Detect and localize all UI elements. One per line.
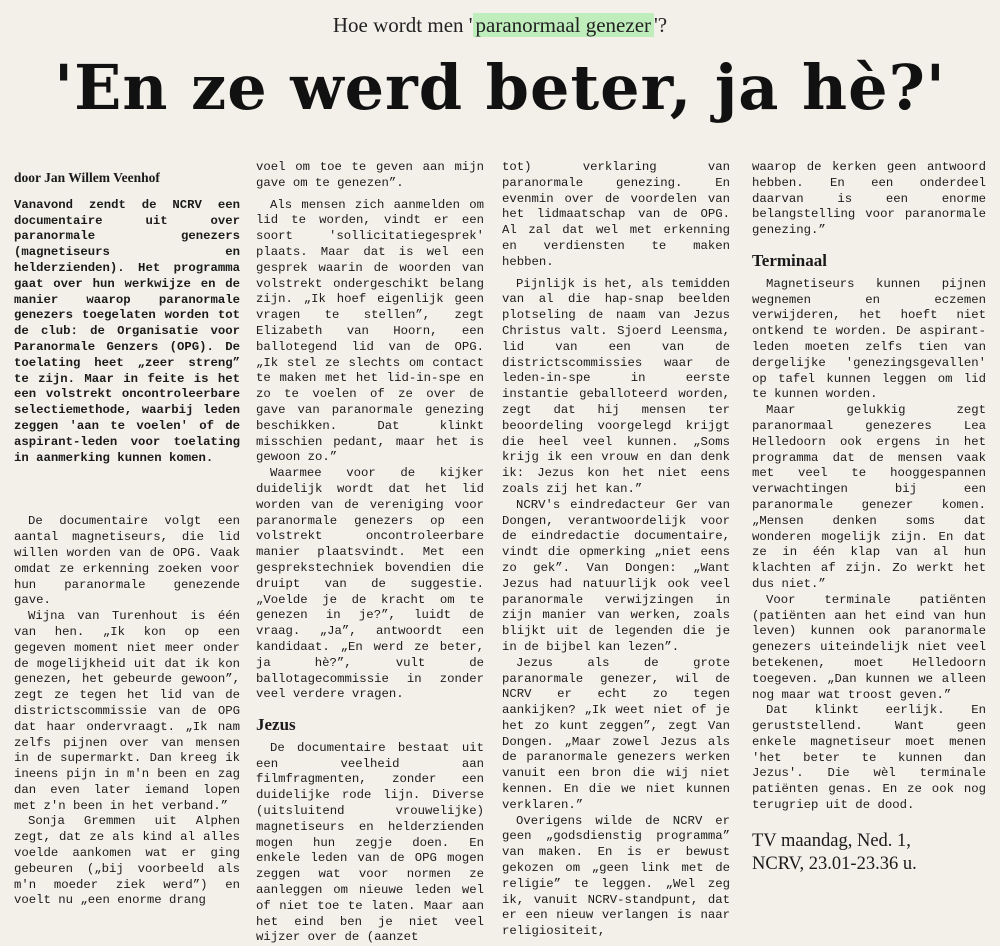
paragraph: Als mensen zich aanmelden om lid te worden, vindt er een soort 'sollicitatiegesprek' plaats. Maar dat is wel een gesprek waarin de woorden van volstrekt ondergeschikt belang zijn. „Ik hoef eigenlijk geen vragen te stellen”, zegt Elizabeth van Hoorn, een ballotegend lid van de OPG. „Ik stel ze slechts om contact te maken met het lid-in-spe en zo te voelen of ze over de gave van paranormale genezing beschikken. Dat klinkt misschien pedant, maar het is gewoon zo.”	[256, 197, 484, 465]
paragraph: Overigens wilde de NCRV er geen „godsdienstig programma” van maken. En is er bewust gekozen om „geen link met de religie” te leggen. „Wel zeg ik, vanuit NCRV-standpunt, dat er een nieuw verlangen is naar religiositeit,	[502, 813, 730, 939]
lead-paragraph: Vanavond zendt de NCRV een documentaire uit over paranormale genezers (magnetiseurs en helderzienden). Het programma gaat over hun werkwijze en de manier waarop paranormale genezers toegelaten worden tot de club: de Organisatie voor Paranormale Genzers (OPG). De toelating heet „zeer streng” te zijn. Maar in feite is het een volstrekt oncontroleerbare selectiemethode, waarbij leden zeggen 'aan te voelen' of de aspirant-leden voor toelating in aanmerking kunnen komen.	[14, 197, 240, 465]
kicker-text-after: '?	[654, 13, 668, 37]
article-column-1	[14, 160, 240, 908]
paragraph: waarop de kerken geen antwoord hebben. En een onderdeel daarvan is een enorme belangstelling voor paranormale genezing.”	[752, 160, 986, 238]
paragraph: Magnetiseurs kunnen pijnen wegnemen en eczemen verwijderen, het hoeft niet ontkend te worden. De aspirant-leden moeten zelfs tien van dergelijke 'genezingsgevallen' op tafel kunnen leggen om lid te kunnen worden.	[752, 276, 986, 402]
article-column-2	[256, 160, 484, 945]
kicker-highlight: paranormaal genezer	[473, 13, 654, 37]
subheading-jezus: Jezus	[256, 715, 296, 735]
paragraph: NCRV's eindredacteur Ger van Dongen, verantwoordelijk voor de eindredactie documentaire, vindt die opmerking „niet eens zo gek”. Van Dongen: „Want Jezus had natuurlijk ook veel paranormale verwijzingen in zijn manier van werken, zoals blijkt uit de legenden die je in de bijbel kan lezen”.	[502, 497, 730, 654]
paragraph: Voor terminale patiënten (patiënten aan het eind van hun leven) kunnen ook paranormale genezers uiteindelijk niet veel betekenen, moet Helledoorn toegeven. „Dan kunnen we alleen nog maar wat troost geven.”	[752, 592, 986, 702]
paragraph: Maar gelukkig zegt paranormaal genezeres Lea Helledoorn ook ergens in het programma dat de mensen vaak met veel te hooggespannen verwachtingen bij een paranormale genezer komen. „Mensen denken soms dat wonderen mogelijk zijn. En dat ze in één klap van al hun klachten af zijn. Zo werkt het dus niet.”	[752, 403, 986, 591]
article-column-4	[752, 160, 986, 895]
paragraph: Dat klinkt eerlijk. En geruststellend. Want geen enkele magnetiseur moet menen 'het beter te kunnen dan Jezus'. Die wèl terminale patiënten genas. En ze ook nog terugriep uit de dood.	[752, 703, 986, 813]
paragraph: Sonja Gremmen uit Alphen zegt, dat ze als kind al alles voelde aankomen wat er ging gebeuren („bij voorbeeld als m'n moeder ziek werd”) en voelt nu „een enorme drang	[14, 814, 240, 908]
byline: door Jan Willem Veenhof	[14, 170, 160, 185]
broadcast-info: TV maandag, Ned. 1, NCRV, 23.01-23.36 u.	[752, 830, 917, 874]
paragraph: voel om toe te geven aan mijn gave om te genezen”.	[256, 160, 484, 190]
paragraph: tot) verklaring van paranormale genezing. En evenmin over de voordelen van het lidmaatschap van de OPG. Al zal dat wel met erkenning en verdiensten te maken hebben.	[502, 160, 730, 269]
subheading-terminaal: Terminaal	[752, 250, 827, 270]
article-column-3	[502, 160, 731, 939]
paragraph: De documentaire volgt een aantal magnetiseurs, die lid willen worden van de OPG. Vaak omdat ze erkenning zoeken voor hun paranormale genezende gave.	[14, 514, 240, 608]
paragraph: Wijna van Turenhout is één van hen. „Ik kon op een gegeven moment niet meer onder de mogelijkheid uit dat ik kon genezen, het gebeurde gewoon”, zegt ze tegen het lid van de districtscommissie van de OPG dat haar ondervraagt. „Ik nam zelfs pijnen over van mensen in de supermarkt. Dan kreeg ik ineens pijn in m'n been en zag dan even later iemand lopen met z'n been in het verband.”	[14, 609, 240, 813]
kicker-text-before: Hoe wordt men '	[332, 13, 473, 37]
paragraph: Jezus als de grote paranormale genezer, wil de NCRV er echt zo tegen aankijken? „Ik weet niet of je het zo kunt zeggen”, zegt Van Dongen. „Maar zowel Jezus als de paranormale genezers werken vanuit een bron die wij niet kennen. En die we niet kunnen verklaren.”	[502, 655, 730, 812]
paragraph: Pijnlijk is het, als temidden van al die hap-snap beelden plotseling de naam van Jezus Christus valt. Sjoerd Leensma, lid van een van de districtscommissies waar de leden-in-spe in eerste instantie geballoteerd worden, zegt dat hij mensen ter beoordeling voorgelegd krijgt die heel veel kunnen. „Soms krijg ik een vrouw en dan denk ik: Jezus kon het niet eens zoals zij het kan.”	[502, 276, 731, 496]
paragraph: Waarmee voor de kijker duidelijk wordt dat het lid worden van de vereniging voor paranormale genezers op een volstrekt oncontroleerbare manier plaatsvindt. Met een gesprekstechniek bovendien die druipt van de suggestie. „Voelde je de kracht om te genezen in je?”, luidt de vraag. „Ja”, antwoordt een kandidaat. „En werd ze beter, ja hè?”, vult de ballotagecommissie in zonder veel verdere vragen.	[256, 466, 484, 702]
article-headline: 'En ze werd beter, ja hè?'	[54, 51, 946, 124]
article-kicker	[0, 12, 1000, 38]
paragraph: De documentaire bestaat uit een veelheid aan filmfragmenten, zonder een duidelijke rode lijn. Diverse (uitsluitend vrouwelijke) magnetiseurs en helderzienden mogen hun zegje doen. En enkele leden van de OPG mogen zeggen wat voor normen ze aanleggen om nieuwe leden wel of niet toe te laten. Maar aan het eind ben je niet veel wijzer over de (aanzet	[256, 740, 484, 945]
